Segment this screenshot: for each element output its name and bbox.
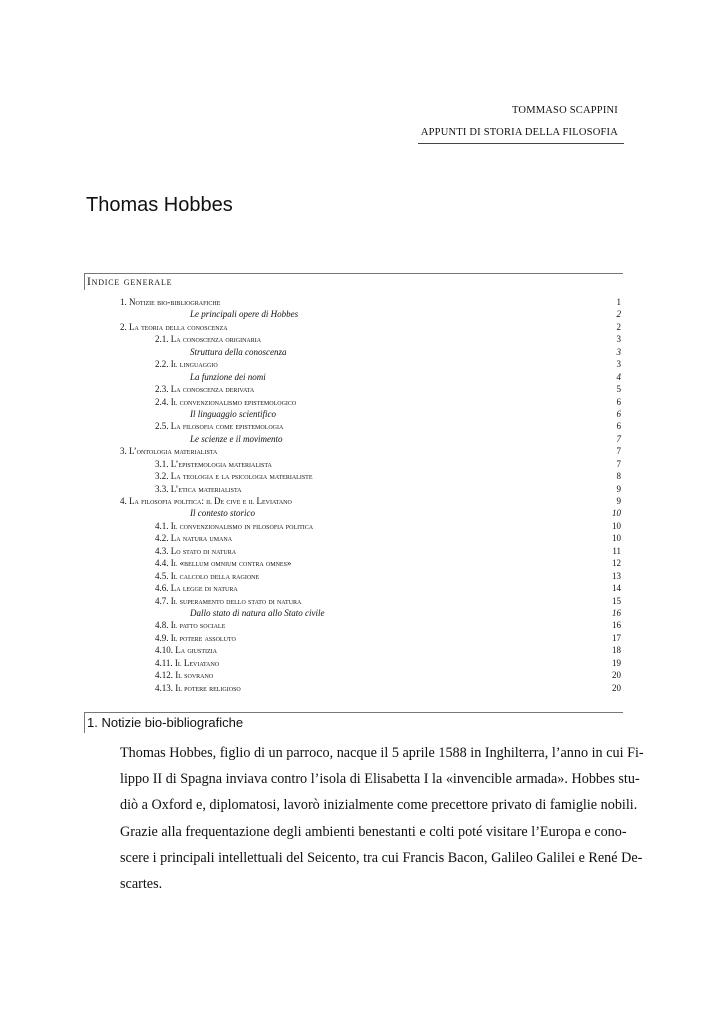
toc-entry-page: 10	[612, 520, 621, 531]
paragraph-line: lippo II di Spagna inviava contro l’isola di Elisabetta I la «invencible armada». Hobbes stu-	[120, 771, 640, 788]
toc-heading-box	[84, 273, 623, 290]
header-rule-vertical	[0, 0, 724, 44]
toc-entry[interactable]	[0, 607, 724, 619]
toc-entry-label: 4.2. La natura umana	[155, 533, 233, 544]
header-author: TOMMASO SCAPPINI	[512, 105, 618, 116]
toc-entry-label: 3.3. L’etica materialista	[155, 483, 242, 494]
paragraph-line: scere i principali intellettuali del Seicento, tra cui Francis Bacon, Galileo Galilei e René De-	[120, 849, 643, 866]
toc-entry[interactable]	[0, 632, 724, 644]
toc-entry-label: Il linguaggio scientifico	[190, 408, 276, 419]
toc-entry[interactable]	[0, 483, 724, 495]
section-heading-box	[84, 712, 623, 733]
page-title: Thomas Hobbes	[86, 194, 233, 216]
toc-entry-page: 7	[616, 458, 621, 469]
toc-entry-label: 3.2. La teologia e la psicologia materialiste	[155, 471, 313, 482]
toc-entry-label: 4.8. Il patto sociale	[155, 620, 226, 631]
toc-entry[interactable]	[0, 458, 724, 470]
toc-entry[interactable]	[0, 358, 724, 370]
toc-entry-page: 18	[612, 645, 621, 656]
toc-entry[interactable]	[0, 321, 724, 333]
toc-entry-label: 3. L’ontologia materialista	[120, 446, 218, 457]
toc-entry-label: 2.2. Il linguaggio	[155, 359, 218, 370]
toc-entry-page: 3	[616, 346, 621, 357]
paragraph-line: diò a Oxford e, diplomatosi, lavorò inizialmente come precettore privato di famiglie nobili.	[120, 797, 638, 814]
toc-entry[interactable]	[0, 346, 724, 358]
toc-entry[interactable]	[0, 420, 724, 432]
toc-entry[interactable]	[0, 470, 724, 482]
toc-entry-label: 3.1. L’epistemologia materialista	[155, 458, 272, 469]
toc-entry-label: Le principali opere di Hobbes	[190, 309, 299, 320]
toc-entry-page: 14	[612, 583, 621, 594]
toc-entry-label: 4.11. Il Leviatano	[155, 657, 220, 668]
toc-entry-page: 6	[616, 396, 621, 407]
toc-entry[interactable]	[0, 669, 724, 681]
toc-entry-label: 2.4. Il convenzionalismo epistemologico	[155, 396, 297, 407]
paragraph-line: Thomas Hobbes, figlio di un parroco, nacque il 5 aprile 1588 in Inghilterra, l’anno in cui Fi-	[120, 745, 644, 761]
toc-entry[interactable]	[0, 445, 724, 457]
toc-entry-label: La funzione dei nomi	[190, 371, 266, 382]
toc-entry-label: 4.4. Il «bellum omnium contra omnes»	[155, 558, 292, 569]
toc-entry-label: Le scienze e il movimento	[190, 433, 283, 444]
toc-entry[interactable]	[0, 396, 724, 408]
toc-entry-label: Dallo stato di natura allo Stato civile	[190, 607, 325, 618]
toc-entry-label: 4.6. La legge di natura	[155, 583, 238, 594]
toc-entry-label: 2.3. La conoscenza derivata	[155, 384, 255, 395]
toc-entry[interactable]	[0, 308, 724, 320]
running-header	[421, 100, 624, 144]
toc-heading: Indice generale	[87, 276, 173, 288]
toc-entry-page: 2	[616, 321, 621, 332]
toc-entry-page: 9	[616, 483, 621, 494]
toc-entry-page: 15	[612, 595, 621, 606]
toc-entry[interactable]	[0, 296, 724, 308]
toc-entry-page: 10	[612, 533, 621, 544]
toc-entry-page: 12	[612, 558, 621, 569]
toc-entry-page: 20	[612, 682, 621, 693]
toc-entry[interactable]	[0, 333, 724, 345]
toc-entry-label: Struttura della conoscenza	[190, 346, 287, 357]
toc-entry[interactable]	[0, 532, 724, 544]
paragraph-line: scartes.	[120, 875, 163, 892]
toc-entry[interactable]	[0, 657, 724, 669]
toc-entry-page: 5	[616, 384, 621, 395]
table-of-contents	[0, 296, 724, 694]
toc-entry-label: Il contesto storico	[190, 508, 255, 519]
toc-entry[interactable]	[0, 545, 724, 557]
toc-entry-label: 4.10. La giustizia	[155, 645, 217, 656]
toc-entry-label: 2. La teoria della conoscenza	[120, 321, 228, 332]
toc-entry-page: 7	[616, 433, 621, 444]
toc-entry[interactable]	[0, 619, 724, 631]
toc-entry-label: 4.5. Il calcolo della ragione	[155, 570, 260, 581]
toc-entry-page: 20	[612, 670, 621, 681]
toc-entry-page: 6	[616, 408, 621, 419]
toc-entry-page: 1	[616, 297, 621, 307]
toc-entry[interactable]	[0, 682, 724, 694]
toc-entry-page: 10	[612, 508, 621, 519]
toc-entry-label: 1. Notizie bio-bibliografiche	[120, 297, 221, 307]
toc-entry-page: 11	[612, 545, 621, 556]
toc-entry-page: 16	[612, 620, 621, 631]
toc-entry-label: 4.3. Lo stato di natura	[155, 545, 237, 556]
toc-entry-page: 6	[616, 421, 621, 432]
header-series: APPUNTI DI STORIA DELLA FILOSOFIA	[420, 127, 618, 138]
toc-entry[interactable]	[0, 520, 724, 532]
toc-entry-label: 4. La filosofia politica: il De cive e il Leviatano	[120, 496, 292, 506]
toc-entry-page: 19	[612, 657, 621, 668]
toc-entry[interactable]	[0, 507, 724, 519]
toc-entry[interactable]	[0, 582, 724, 594]
toc-entry-page: 9	[616, 496, 621, 506]
toc-entry-page: 16	[612, 607, 621, 618]
toc-entry[interactable]	[0, 595, 724, 607]
section-heading: 1. Notizie bio-bibliografiche	[87, 715, 244, 730]
toc-entry-label: 2.5. La filosofia come epistemologia	[155, 421, 284, 432]
toc-entry-label: 2.1. La conoscenza originaria	[155, 334, 262, 345]
toc-entry-page: 17	[612, 632, 621, 643]
toc-entry-page: 4	[616, 371, 621, 382]
toc-entry-label: 4.1. Il convenzionalismo in filosofia politica	[155, 520, 314, 531]
toc-entry[interactable]	[0, 557, 724, 569]
toc-entry[interactable]	[0, 570, 724, 582]
toc-entry-label: 4.7. Il superamento dello stato di natura	[155, 595, 302, 606]
toc-entry-label: 4.12. Il sovrano	[155, 670, 214, 681]
toc-entry-page: 3	[616, 359, 621, 370]
toc-entry[interactable]	[0, 371, 724, 383]
toc-entry[interactable]	[0, 383, 724, 395]
toc-entry-label: 4.9. Il potere assoluto	[155, 632, 236, 643]
header-rule-horizontal	[418, 143, 624, 144]
toc-entry-label: 4.13. Il potere religioso	[155, 682, 241, 693]
toc-entry-page: 13	[612, 570, 621, 581]
toc-entry-page: 7	[616, 446, 621, 457]
body-paragraph	[120, 740, 644, 897]
toc-entry-page: 8	[616, 471, 621, 482]
paragraph-line: Grazie alla frequentazione degli ambienti benestanti e colti poté visitare l’Europa e cono-	[120, 823, 627, 840]
toc-entry[interactable]	[0, 433, 724, 445]
toc-entry-page: 2	[616, 309, 621, 320]
toc-entry-page: 3	[616, 334, 621, 345]
toc-entry[interactable]	[0, 408, 724, 420]
toc-entry[interactable]	[0, 644, 724, 656]
toc-entry[interactable]	[0, 495, 724, 507]
